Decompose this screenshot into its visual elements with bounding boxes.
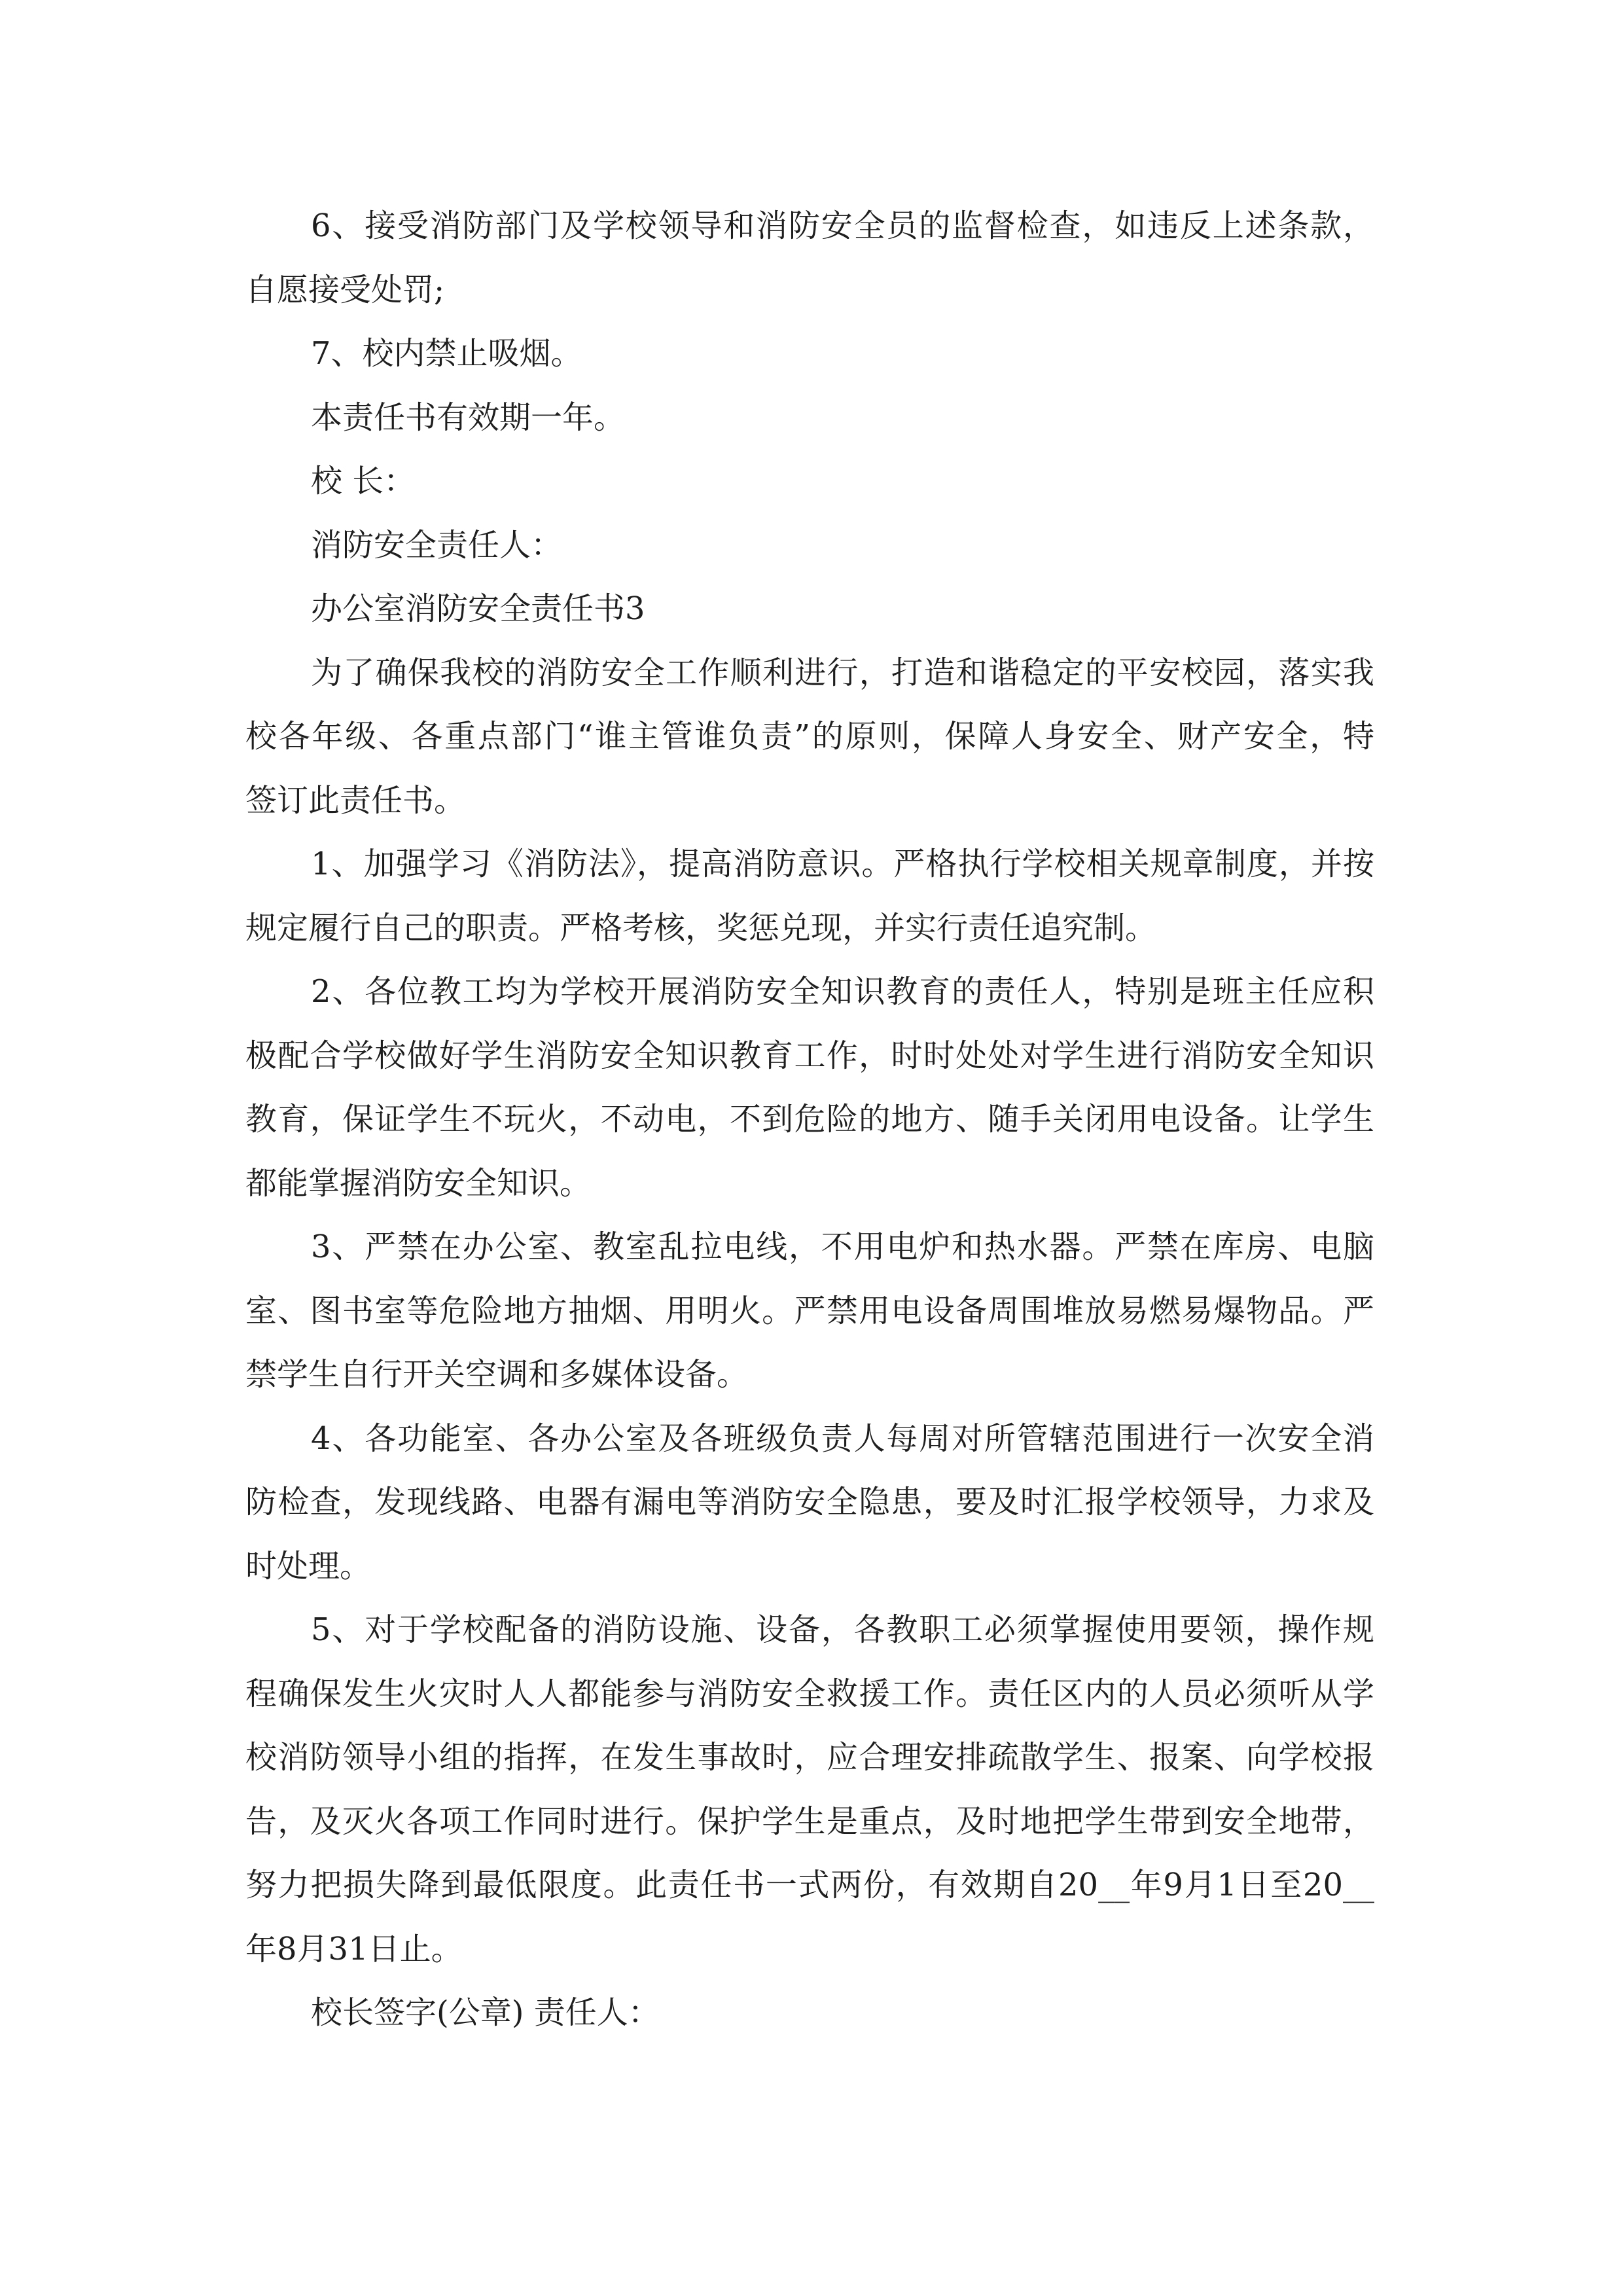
text-line: 5、对于学校配备的消防设施、设备，各教职工必须掌握使用要领，操作规 <box>311 1611 1374 1648</box>
text-line: 努力把损失降到最低限度。此责任书一式两份，有效期自20__年9月1日至20__ <box>245 1867 1374 1903</box>
clause-1 <box>245 833 1374 960</box>
text-line: 时处理。 <box>245 1547 372 1585</box>
text-line: 告，及灭火各项工作同时进行。保护学生是重点，及时地把学生带到安全地带， <box>245 1803 1374 1840</box>
text-line: 办公室消防安全责任书3 <box>311 590 645 627</box>
text-line: 签订此责任书。 <box>245 781 466 819</box>
text-line: 教育，保证学生不玩火，不动电，不到危险的地方、随手关闭用电设备。让学生 <box>245 1101 1374 1138</box>
signature-responsible-person <box>245 514 1374 578</box>
signature-principal <box>245 450 1374 514</box>
text-line: 程确保发生火灾时人人都能参与消防安全救援工作。责任区内的人员必须听从学 <box>245 1675 1374 1712</box>
text-line: 为了确保我校的消防安全工作顺利进行，打造和谐稳定的平安校园，落实我 <box>311 654 1374 691</box>
document-title <box>245 577 1374 641</box>
text-line: 室、图书室等危险地方抽烟、用明火。严禁用电设备周围堆放易燃易爆物品。严 <box>245 1292 1374 1329</box>
clause-2 <box>245 960 1374 1215</box>
text-line: 校长签字(公章) 责任人： <box>311 1994 660 2031</box>
text-line: 3、严禁在办公室、教室乱拉电线，不用电炉和热水器。严禁在库房、电脑 <box>311 1229 1374 1265</box>
signature-block <box>245 1981 1374 2045</box>
text-line: 7、校内禁止吸烟。 <box>311 335 582 372</box>
clause-4 <box>245 1407 1374 1599</box>
text-line: 防检查，发现线路、电器有漏电等消防安全隐患，要及时汇报学校领导，力求及 <box>245 1484 1374 1520</box>
text-line: 校 长： <box>311 463 416 499</box>
text-line: 极配合学校做好学生消防安全知识教育工作，时时处处对学生进行消防安全知识 <box>245 1037 1374 1074</box>
text-line: 4、各功能室、各办公室及各班级负责人每周对所管辖范围进行一次安全消 <box>311 1420 1374 1457</box>
text-line: 2、各位教工均为学校开展消防安全知识教育的责任人，特别是班主任应积 <box>311 973 1374 1010</box>
document-body <box>245 194 1374 2045</box>
text-line: 6、接受消防部门及学校领导和消防安全员的监督检查，如违反上述条款， <box>311 207 1374 244</box>
text-line: 自愿接受处罚; <box>245 271 445 308</box>
clause-6 <box>245 194 1374 322</box>
text-line: 1、加强学习《消防法》，提高消防意识。严格执行学校相关规章制度，并按 <box>311 846 1374 882</box>
text-line: 规定履行自己的职责。严格考核，奖惩兑现，并实行责任追究制。 <box>245 909 1157 946</box>
text-line: 都能掌握消防安全知识。 <box>245 1164 592 1202</box>
text-line: 禁学生自行开关空调和多媒体设备。 <box>245 1356 749 1393</box>
clause-5 <box>245 1598 1374 1981</box>
clause-7 <box>245 322 1374 386</box>
text-line: 年8月31日止。 <box>245 1930 463 1967</box>
text-line: 校消防领导小组的指挥，在发生事故时，应合理安排疏散学生、报案、向学校报 <box>245 1739 1374 1776</box>
clause-3 <box>245 1215 1374 1407</box>
intro-paragraph <box>245 641 1374 833</box>
text-line: 校各年级、各重点部门“谁主管谁负责”的原则，保障人身安全、财产安全，特 <box>245 718 1374 755</box>
text-line: 消防安全责任人： <box>311 526 563 564</box>
text-line: 本责任书有效期一年。 <box>311 399 626 436</box>
validity-statement <box>245 386 1374 450</box>
